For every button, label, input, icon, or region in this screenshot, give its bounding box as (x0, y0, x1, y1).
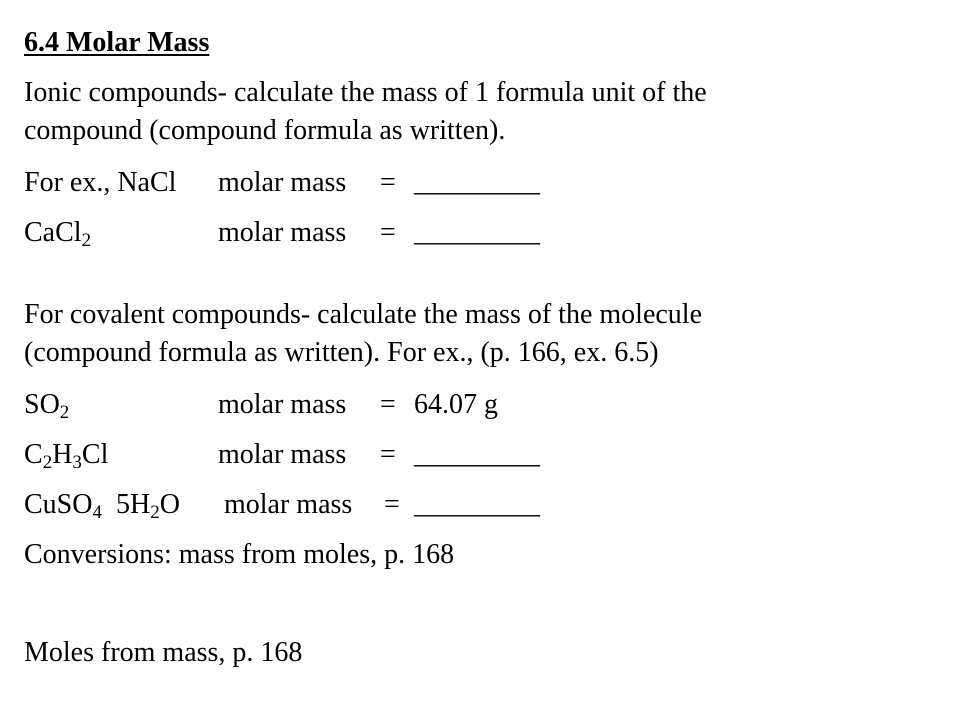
covalent-text-line-2: (compound formula as written). For ex., (p. 166, ex. 6.5) (24, 337, 659, 368)
nacl-row (24, 166, 924, 200)
molar-mass-label: molar mass (218, 439, 347, 470)
compound-formula: CaCl$_2$ (24, 217, 92, 251)
molar-mass-label: molar mass (218, 217, 347, 248)
ionic-text-line-2: compound (compound formula as written). (24, 115, 506, 146)
molar-mass-label: molar mass (224, 489, 353, 520)
molar-mass-label: molar mass (218, 167, 347, 198)
answer-blank: _________ (414, 489, 540, 520)
equals-sign: = (380, 439, 396, 470)
cacl2-row (24, 216, 924, 250)
equals-sign: = (380, 217, 396, 248)
conversions-text: Conversions: mass from moles, p. 168 (24, 539, 455, 570)
equals-sign: = (380, 167, 396, 198)
example-prefix: For ex., NaCl (24, 167, 177, 198)
cuso4-row (24, 488, 924, 522)
moles-from-mass-text: Moles from mass, p. 168 (24, 637, 303, 668)
compound-formula: $SO_2$ (24, 389, 70, 423)
answer-blank: _________ (414, 167, 540, 198)
so2-row (24, 388, 924, 422)
answer-blank: _________ (414, 217, 540, 248)
compound-formula: $C_2H_3Cl$ (24, 439, 109, 473)
covalent-text-line-1: For covalent compounds- calculate the mass of the molecule (24, 299, 703, 330)
compound-formula: CuSO$_4$ $5H_2O$ (24, 489, 180, 523)
page-title: 6.4 Molar Mass (24, 27, 210, 58)
equals-sign: = (380, 389, 396, 420)
c2h3cl-row (24, 438, 924, 472)
answer-blank: _________ (414, 439, 540, 470)
molar-mass-label: molar mass (218, 389, 347, 420)
equals-sign: = (384, 489, 400, 520)
answer-value: 64.07 g (414, 389, 498, 420)
ionic-text-line-1: Ionic compounds- calculate the mass of 1 formula unit of the (24, 77, 707, 108)
